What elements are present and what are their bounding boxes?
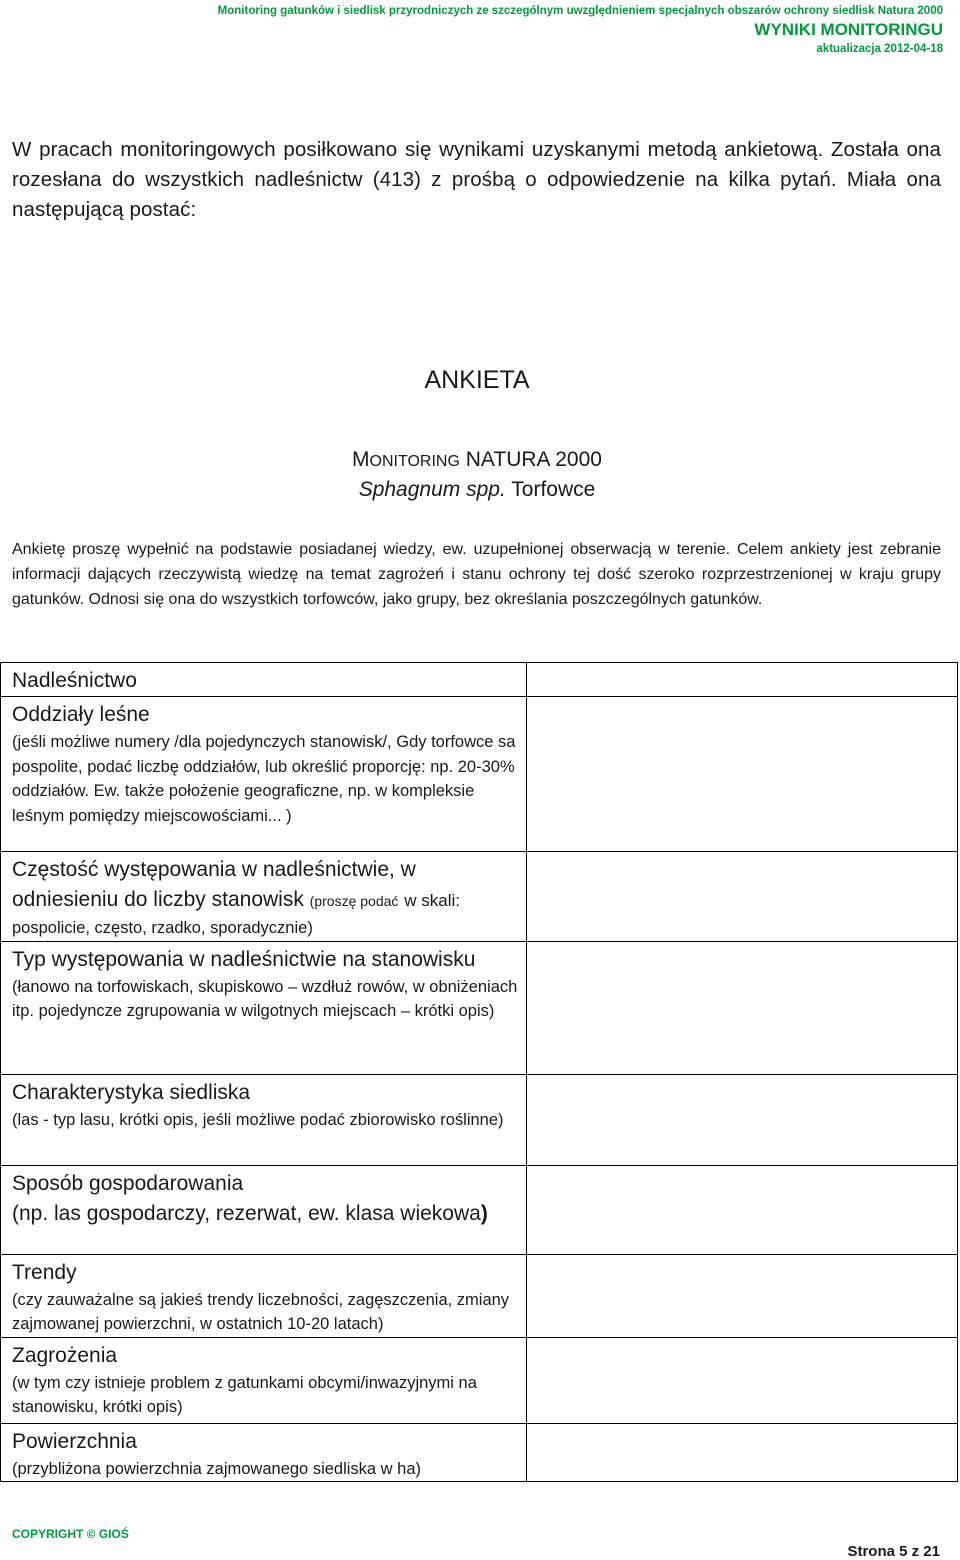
survey-form-table [0, 662, 958, 1482]
answer-field-zagrozenia[interactable] [527, 1337, 958, 1423]
answer-field-trendy[interactable] [527, 1254, 958, 1337]
form-species [0, 478, 954, 502]
answer-field-powierzchnia[interactable] [527, 1423, 958, 1482]
field-title: Charakterystyka siedliska [12, 1080, 251, 1104]
field-note: (czy zauważalne są jakieś trendy liczebności, zagęszczenia, zmiany zajmowanej powierzchni, w ostatnich 10-20 latach) [12, 1290, 510, 1333]
species-common-name: Torfowce [511, 478, 596, 501]
species-latin-name: Sphagnum spp. [358, 478, 506, 501]
header-project-title: Monitoring gatunków i siedlisk przyrodniczych ze szczególnym uwzględnieniem specjalnych obszarów ochrony siedlisk Natura 2000 [217, 5, 943, 17]
answer-field-oddzialy[interactable] [527, 697, 958, 852]
field-title [12, 855, 518, 916]
answer-field-czestosc[interactable] [527, 852, 958, 942]
form-label-cell [1, 1254, 527, 1337]
field-title: Powierzchnia [12, 1429, 137, 1453]
form-row-siedlisko [1, 1074, 958, 1165]
field-note: (łanowo na torfowiskach, skupiskowo – wzdłuż rowów, w obniżeniach itp. pojedyncze zgrupowania w wilgotnych miejscach – krótki opis) [12, 977, 518, 1020]
header-update-date: aktualizacja 2012-04-18 [816, 43, 943, 55]
field-hint-small: (proszę podać [309, 893, 399, 909]
field-note-text: (np. las gospodarczy, rezerwat, ew. klasa wiekowa [12, 1201, 481, 1225]
footer-copyright: COPYRIGHT © GIOŚ [12, 1527, 129, 1541]
field-title-text: Częstość występowania w nadleśnictwie, w odniesieniu do liczby stanowisk [12, 858, 416, 911]
header-section-title: WYNIKI MONITORINGU [754, 20, 943, 39]
field-note: (w tym czy istnieje problem z gatunkami obcymi/inwazyjnymi na stanowisku, krótki opis) [12, 1373, 477, 1416]
field-title: Zagrożenia [12, 1343, 118, 1367]
field-note: (przybliżona powierzchnia zajmowanego siedliska w ha) [12, 1459, 422, 1478]
form-label-cell [1, 1074, 527, 1165]
subtitle-natura: NATURA 2000 [465, 448, 602, 471]
field-title: Trendy [12, 1260, 77, 1284]
form-row-trendy [1, 1254, 958, 1337]
form-row-powierzchnia [1, 1423, 958, 1482]
field-title: Sposób gospodarowania [12, 1171, 244, 1195]
form-subtitle [0, 448, 954, 472]
form-label-cell [1, 663, 527, 697]
form-row-nadlesnictwo [1, 663, 958, 697]
form-row-typ [1, 941, 958, 1074]
form-label-cell [1, 1337, 527, 1423]
answer-field-typ[interactable] [527, 941, 958, 1074]
form-label-cell [1, 697, 527, 852]
field-note: pospolicie, często, rzadko, sporadycznie) [12, 919, 313, 937]
form-label-cell [1, 1165, 527, 1254]
form-row-oddzialy [1, 697, 958, 852]
field-title: Nadleśnictwo [12, 669, 137, 692]
field-note: (las - typ lasu, krótki opis, jeśli możliwe podać zbiorowisko roślinne) [12, 1110, 504, 1129]
form-label-cell [1, 852, 527, 942]
field-note [12, 1199, 518, 1229]
answer-field-gospodarowanie[interactable] [527, 1165, 958, 1254]
form-label-cell [1, 941, 527, 1074]
answer-field-siedlisko[interactable] [527, 1074, 958, 1165]
field-note-end: ) [480, 1201, 488, 1225]
form-row-zagrozenia [1, 1337, 958, 1423]
intro-paragraph: W pracach monitoringowych posiłkowano się wynikami uzyskanymi metodą ankietową. Została ona rozesłana do wszystkich nadleśnictw (413) z prośbą o odpowiedzenie na kilka pytań. Miała ona następującą postać: [12, 138, 941, 221]
page-header [218, 3, 943, 58]
form-instructions: Ankietę proszę wypełnić na podstawie posiadanej wiedzy, ew. uzupełnionej obserwacją w terenie. Celem ankiety jest zebranie informacji dających rzeczywistą wiedzę na temat zagrożeń i stanu ochrony tej dość szeroko rozprzestrzenionej w kraju grupy gatunków. Odnosi się ona do wszystkich torfowców, jako grupy, bez określania poszczególnych gatunków. [12, 541, 941, 608]
form-row-gospodarowanie [1, 1165, 958, 1254]
field-hint: w skali: [404, 891, 460, 910]
subtitle-smallcaps: ONITORING [369, 453, 460, 470]
field-title: Oddziały leśne [12, 703, 150, 726]
form-label-cell [1, 1423, 527, 1482]
answer-field-nadlesnictwo[interactable] [527, 663, 958, 697]
subtitle-initial: M [352, 448, 370, 471]
footer-page-number: Strona 5 z 21 [847, 1543, 940, 1560]
field-note: (jeśli możliwe numery /dla pojedynczych stanowisk/, Gdy torfowce sa pospolite, podać liczbę oddziałów, lub określić proporcję: np. 20-30% oddziałów. Ew. także położenie geograficzne, np. w kompleksie leśnym pomiędzy miejscowościami... ) [12, 733, 516, 825]
field-title: Typ występowania w nadleśnictwie na stanowisku [12, 947, 476, 971]
form-title: ANKIETA [424, 366, 530, 394]
form-row-czestosc [1, 852, 958, 942]
